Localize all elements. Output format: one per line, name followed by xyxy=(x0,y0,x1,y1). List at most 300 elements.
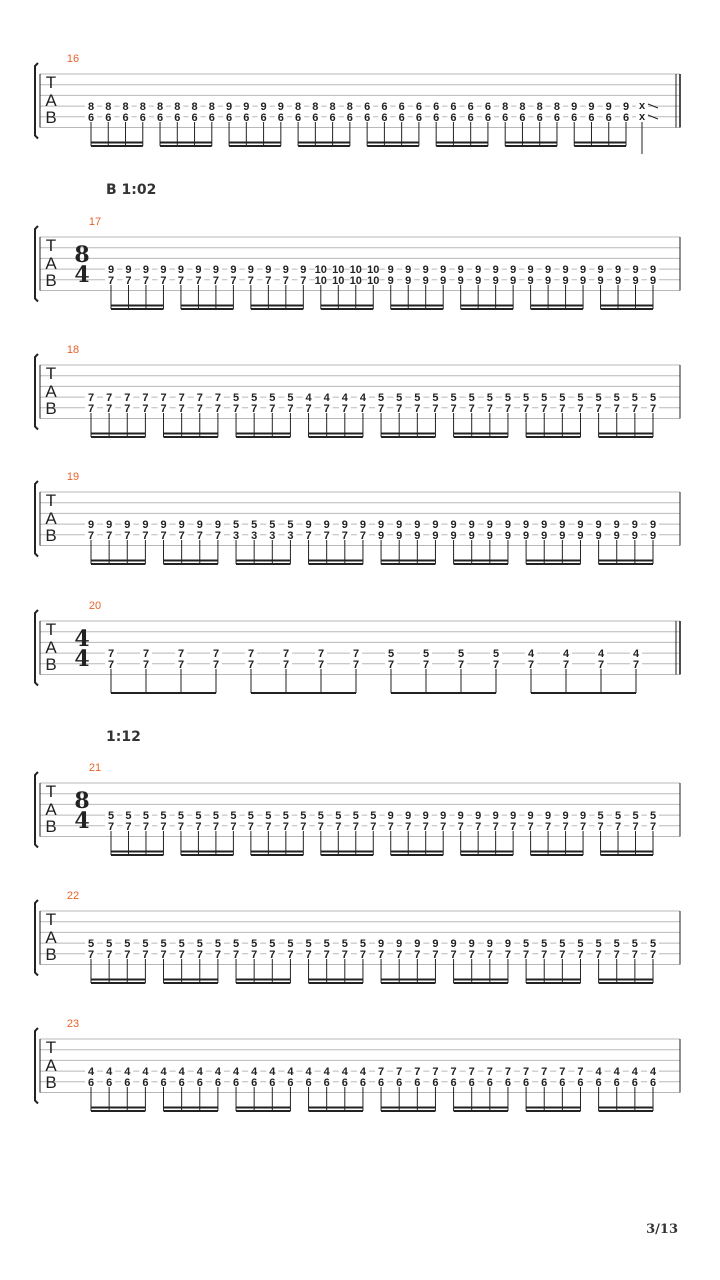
fret-number: 7 xyxy=(468,403,475,415)
fret-number: 5 xyxy=(323,938,330,950)
fret-number: 7 xyxy=(387,659,395,671)
system-bracket xyxy=(35,900,38,976)
fret-number: 9 xyxy=(580,264,587,276)
fret-number: 4 xyxy=(632,648,640,660)
fret-number: 5 xyxy=(317,810,324,822)
tab-clef-t: T xyxy=(45,491,57,510)
fret-number: 7 xyxy=(230,821,237,833)
fret-number: 7 xyxy=(177,648,185,660)
fret-number: 7 xyxy=(214,949,221,961)
page-number: 3/13 xyxy=(646,1222,678,1237)
fret-number: 8 xyxy=(122,101,129,113)
fret-number: 5 xyxy=(87,938,95,950)
fret-number: 5 xyxy=(232,392,240,404)
fret-number: 4 xyxy=(341,1066,348,1078)
fret-number: 6 xyxy=(208,112,215,124)
measure-number: 16 xyxy=(66,53,80,65)
fret-number: 6 xyxy=(329,112,336,124)
fret-number: 9 xyxy=(605,101,612,113)
fret-number: 7 xyxy=(632,659,640,671)
fret-number: 7 xyxy=(370,821,377,833)
tab-clef-t: T xyxy=(45,73,57,92)
fret-number: 3 xyxy=(287,530,294,542)
fret-number: 6 xyxy=(269,1077,276,1089)
fret-number: 7 xyxy=(352,821,359,833)
fret-number: 4 xyxy=(142,1066,149,1078)
fret-number: 4 xyxy=(251,1066,258,1078)
fret-number: 9 xyxy=(247,264,254,276)
fret-number: 7 xyxy=(341,949,348,961)
fret-number: 7 xyxy=(631,403,638,415)
fret-number: 6 xyxy=(378,1077,385,1089)
fret-number: 7 xyxy=(341,403,348,415)
fret-number: 7 xyxy=(87,530,95,542)
tab-clef-b: B xyxy=(45,655,57,674)
tab-clef-a: A xyxy=(45,638,57,657)
fret-number: 6 xyxy=(124,1077,131,1089)
fret-number: 9 xyxy=(457,810,464,822)
dead-note: x xyxy=(638,100,646,112)
fret-number: 4 xyxy=(305,392,312,404)
fret-number: 5 xyxy=(232,519,240,531)
fret-number: 7 xyxy=(405,821,412,833)
fret-number: 9 xyxy=(107,264,115,276)
fret-number: 9 xyxy=(125,264,132,276)
system-bracket xyxy=(35,1028,38,1104)
fret-number: 7 xyxy=(87,392,95,404)
fret-number: 5 xyxy=(613,392,620,404)
fret-number: 5 xyxy=(649,938,657,950)
fret-number: 7 xyxy=(196,403,203,415)
fret-number: 6 xyxy=(139,112,146,124)
fret-number: 7 xyxy=(545,821,552,833)
fret-number: 7 xyxy=(230,275,237,287)
fret-number: 6 xyxy=(553,112,561,124)
fret-number: 7 xyxy=(577,1066,584,1078)
fret-number: 7 xyxy=(504,403,512,415)
fret-number: 6 xyxy=(87,112,95,124)
fret-number: 7 xyxy=(142,648,150,660)
fret-number: 7 xyxy=(341,530,348,542)
fret-number: 9 xyxy=(432,938,439,950)
fret-number: 9 xyxy=(440,264,447,276)
fret-number: 9 xyxy=(106,519,113,531)
fret-number: 8 xyxy=(295,101,302,113)
tab-system-20 xyxy=(35,600,680,693)
fret-number: 7 xyxy=(492,821,499,833)
fret-number: 5 xyxy=(230,810,237,822)
fret-number: 5 xyxy=(559,392,566,404)
fret-number: 7 xyxy=(196,949,203,961)
fret-number: 9 xyxy=(545,810,552,822)
fret-number: 4 xyxy=(562,648,570,660)
fret-number: 7 xyxy=(269,403,276,415)
time-signature-top: 8 xyxy=(74,788,90,814)
fret-number: 7 xyxy=(323,530,330,542)
fret-number: 9 xyxy=(510,264,517,276)
fret-number: 7 xyxy=(106,403,113,415)
fret-number: 9 xyxy=(580,810,587,822)
tab-clef-a: A xyxy=(45,1056,57,1075)
fret-number: 9 xyxy=(527,275,534,287)
fret-number: 7 xyxy=(247,275,254,287)
fret-number: 9 xyxy=(422,275,429,287)
fret-number: 7 xyxy=(649,821,657,833)
fret-number: 9 xyxy=(614,264,622,276)
fret-number: 5 xyxy=(251,392,258,404)
fret-number: 9 xyxy=(87,519,95,531)
fret-number: 5 xyxy=(541,392,548,404)
fret-number: 5 xyxy=(613,938,620,950)
fret-number: 9 xyxy=(432,530,439,542)
fret-number: 7 xyxy=(414,1066,421,1078)
fret-number: 9 xyxy=(226,101,233,113)
fret-number: 5 xyxy=(370,810,377,822)
fret-number: 6 xyxy=(649,1077,657,1089)
fret-number: 7 xyxy=(125,275,132,287)
fret-number: 7 xyxy=(631,949,638,961)
fret-number: 6 xyxy=(312,112,319,124)
fret-number: 4 xyxy=(597,648,605,660)
fret-number: 9 xyxy=(341,519,348,531)
fret-number: 5 xyxy=(396,392,403,404)
fret-number: 5 xyxy=(378,392,385,404)
fret-number: 7 xyxy=(432,403,439,415)
fret-number: 9 xyxy=(486,938,493,950)
fret-number: 6 xyxy=(541,1077,548,1089)
fret-number: 6 xyxy=(415,101,422,113)
fret-number: 9 xyxy=(649,530,657,542)
fret-number: 10 xyxy=(367,264,380,276)
fret-number: 7 xyxy=(492,659,500,671)
tab-clef-t: T xyxy=(45,910,57,929)
fret-number: 6 xyxy=(631,1077,638,1089)
fret-number: 9 xyxy=(378,519,385,531)
fret-number: 10 xyxy=(349,264,362,276)
fret-number: 5 xyxy=(282,810,289,822)
fret-number: 7 xyxy=(160,949,167,961)
fret-number: 5 xyxy=(160,810,167,822)
fret-number: 9 xyxy=(265,264,272,276)
fret-number: 7 xyxy=(106,530,113,542)
fret-number: 9 xyxy=(545,275,552,287)
fret-number: 7 xyxy=(214,392,221,404)
tab-clef-t: T xyxy=(45,782,57,801)
fret-number: 9 xyxy=(468,519,475,531)
fret-number: 6 xyxy=(414,1077,421,1089)
fret-number: 7 xyxy=(142,659,150,671)
fret-number: 5 xyxy=(541,938,548,950)
fret-number: 7 xyxy=(142,403,149,415)
fret-number: 6 xyxy=(251,1077,258,1089)
fret-number: 7 xyxy=(287,403,294,415)
fret-number: 9 xyxy=(468,938,475,950)
fret-number: 7 xyxy=(317,821,324,833)
fret-number: 5 xyxy=(178,938,185,950)
fret-number: 6 xyxy=(398,112,405,124)
fret-number: 9 xyxy=(405,810,412,822)
fret-number: 5 xyxy=(269,938,276,950)
fret-number: 9 xyxy=(597,264,604,276)
fret-number: 9 xyxy=(562,264,569,276)
fret-number: 3 xyxy=(269,530,276,542)
fret-number: 5 xyxy=(631,938,638,950)
fret-number: 9 xyxy=(230,264,237,276)
system-bracket xyxy=(35,63,38,139)
fret-number: 6 xyxy=(504,1077,512,1089)
fret-number: 9 xyxy=(450,938,457,950)
fret-number: 4 xyxy=(160,1066,167,1078)
fret-number: 7 xyxy=(196,530,203,542)
fret-number: 6 xyxy=(156,112,164,124)
fret-number: 5 xyxy=(632,810,639,822)
fret-number: 9 xyxy=(492,264,499,276)
measure-number: 20 xyxy=(88,600,102,612)
fret-number: 8 xyxy=(502,101,509,113)
fret-number: 7 xyxy=(378,949,385,961)
fret-number: 9 xyxy=(387,810,394,822)
measure-number: 21 xyxy=(88,762,102,774)
system-bracket xyxy=(35,610,38,686)
fret-number: 6 xyxy=(433,112,440,124)
fret-number: 10 xyxy=(332,264,345,276)
fret-number: 6 xyxy=(396,1077,403,1089)
fret-number: 5 xyxy=(450,392,457,404)
fret-number: 5 xyxy=(142,810,150,822)
fret-number: 7 xyxy=(649,949,657,961)
fret-number: 6 xyxy=(467,101,474,113)
fret-number: 9 xyxy=(142,519,149,531)
fret-number: 7 xyxy=(414,403,421,415)
fret-number: 9 xyxy=(613,519,620,531)
fret-number: 4 xyxy=(359,1066,366,1078)
fret-number: 10 xyxy=(314,275,327,287)
fret-number: 7 xyxy=(486,403,493,415)
fret-number: 6 xyxy=(502,112,509,124)
tab-clef-a: A xyxy=(45,800,57,819)
fret-number: 9 xyxy=(510,275,517,287)
time-signature-bottom: 4 xyxy=(74,808,90,834)
fret-number: 4 xyxy=(178,1066,185,1078)
fret-number: 5 xyxy=(614,810,622,822)
fret-number: 7 xyxy=(87,403,95,415)
fret-number: 6 xyxy=(432,1077,439,1089)
fret-number: 5 xyxy=(300,810,307,822)
fret-number: 6 xyxy=(106,1077,113,1089)
fret-number: 9 xyxy=(432,519,439,531)
fret-number: 7 xyxy=(107,659,115,671)
tab-clef-a: A xyxy=(45,382,57,401)
fret-number: 9 xyxy=(588,101,595,113)
fret-number: 8 xyxy=(208,101,215,113)
fret-number: 9 xyxy=(649,275,657,287)
fret-number: 7 xyxy=(196,392,203,404)
fret-number: 7 xyxy=(317,648,325,660)
tab-system-16 xyxy=(35,53,680,154)
fret-number: 7 xyxy=(632,821,639,833)
tab-clef-t: T xyxy=(45,1038,57,1057)
fret-number: 9 xyxy=(595,530,602,542)
fret-number: 6 xyxy=(536,112,543,124)
fret-number: 6 xyxy=(341,1077,348,1089)
fret-number: 9 xyxy=(457,264,464,276)
fret-number: 7 xyxy=(265,275,272,287)
fret-number: 9 xyxy=(243,101,250,113)
fret-number: 7 xyxy=(195,821,202,833)
fret-number: 4 xyxy=(649,1066,657,1078)
fret-number: 7 xyxy=(177,275,184,287)
tab-system-21 xyxy=(35,762,680,855)
fret-number: 9 xyxy=(622,101,630,113)
fret-number: 6 xyxy=(287,1077,294,1089)
fret-number: 5 xyxy=(597,810,604,822)
tab-clef-b: B xyxy=(45,399,57,418)
fret-number: 9 xyxy=(559,519,566,531)
fret-number: 6 xyxy=(381,101,388,113)
fret-number: 7 xyxy=(178,530,185,542)
fret-number: 5 xyxy=(107,810,115,822)
fret-number: 7 xyxy=(457,821,464,833)
fret-number: 7 xyxy=(178,403,185,415)
fret-number: 7 xyxy=(282,821,289,833)
fret-number: 9 xyxy=(160,519,167,531)
fret-number: 7 xyxy=(580,821,587,833)
fret-number: 9 xyxy=(475,275,482,287)
fret-number: 7 xyxy=(142,530,149,542)
fret-number: 6 xyxy=(346,112,353,124)
fret-number: 9 xyxy=(545,264,552,276)
tab-clef-a: A xyxy=(45,91,57,110)
fret-number: 4 xyxy=(287,1066,294,1078)
fret-number: 6 xyxy=(484,112,491,124)
fret-number: 9 xyxy=(492,275,499,287)
fret-number: 9 xyxy=(632,275,639,287)
fret-number: 6 xyxy=(295,112,302,124)
fret-number: 7 xyxy=(468,1066,475,1078)
tab-clef-b: B xyxy=(45,817,57,836)
fret-number: 6 xyxy=(415,112,422,124)
measure-number: 23 xyxy=(66,1018,80,1030)
fret-number: 6 xyxy=(450,112,457,124)
fret-number: 7 xyxy=(305,530,312,542)
fret-number: 5 xyxy=(432,392,439,404)
fret-number: 7 xyxy=(305,403,312,415)
fret-number: 7 xyxy=(106,949,113,961)
fret-number: 5 xyxy=(595,938,602,950)
fret-number: 6 xyxy=(191,112,198,124)
fret-number: 7 xyxy=(432,949,439,961)
fret-number: 7 xyxy=(160,392,167,404)
fret-number: 8 xyxy=(312,101,319,113)
fret-number: 7 xyxy=(527,659,535,671)
fret-number: 10 xyxy=(332,275,345,287)
fret-number: 7 xyxy=(178,949,185,961)
fret-number: 9 xyxy=(396,938,403,950)
fret-number: 4 xyxy=(341,392,348,404)
fret-number: 7 xyxy=(613,403,620,415)
fret-number: 7 xyxy=(486,949,493,961)
fret-number: 7 xyxy=(305,949,312,961)
fret-number: 5 xyxy=(649,810,657,822)
fret-number: 7 xyxy=(359,949,366,961)
fret-number: 7 xyxy=(124,530,131,542)
fret-number: 7 xyxy=(214,403,221,415)
fret-number: 6 xyxy=(364,112,371,124)
fret-number: 9 xyxy=(527,810,534,822)
fret-number: 9 xyxy=(196,519,203,531)
fret-number: 7 xyxy=(475,821,482,833)
fret-number: 7 xyxy=(396,949,403,961)
fret-number: 4 xyxy=(323,1066,330,1078)
tab-system-22 xyxy=(35,890,680,983)
fret-number: 9 xyxy=(440,275,447,287)
fret-number: 7 xyxy=(450,1066,457,1078)
fret-number: 7 xyxy=(378,403,385,415)
fret-number: 5 xyxy=(559,938,566,950)
tab-clef-t: T xyxy=(45,620,57,639)
fret-number: 7 xyxy=(504,1066,512,1078)
fret-number: 7 xyxy=(359,530,366,542)
fret-number: 9 xyxy=(414,519,421,531)
fret-number: 6 xyxy=(571,112,578,124)
fret-number: 9 xyxy=(614,275,622,287)
fret-number: 7 xyxy=(504,949,512,961)
tab-clef-a: A xyxy=(45,509,57,528)
fret-number: 7 xyxy=(352,659,360,671)
time-signature-top: 8 xyxy=(74,242,90,268)
fret-number: 10 xyxy=(314,264,327,276)
fret-number: 6 xyxy=(450,101,457,113)
fret-number: 9 xyxy=(649,264,657,276)
fret-number: 7 xyxy=(468,949,475,961)
fret-number: 4 xyxy=(196,1066,203,1078)
fret-number: 5 xyxy=(196,938,203,950)
fret-number: 9 xyxy=(450,530,457,542)
fret-number: 7 xyxy=(440,821,447,833)
fret-number: 9 xyxy=(523,530,530,542)
fret-number: 5 xyxy=(457,648,465,660)
fret-number: 7 xyxy=(212,821,219,833)
fret-number: 6 xyxy=(364,101,371,113)
fret-number: 7 xyxy=(142,392,149,404)
fret-number: 5 xyxy=(352,810,359,822)
fret-number: 4 xyxy=(87,1066,95,1078)
fret-number: 9 xyxy=(486,519,493,531)
fret-number: 5 xyxy=(577,392,584,404)
fret-number: 9 xyxy=(142,264,150,276)
fret-number: 9 xyxy=(527,264,534,276)
fret-number: 7 xyxy=(124,949,131,961)
fret-number: 9 xyxy=(178,519,185,531)
fret-number: 9 xyxy=(577,519,584,531)
fret-number: 5 xyxy=(251,519,258,531)
fret-number: 9 xyxy=(214,519,221,531)
fret-number: 9 xyxy=(562,275,569,287)
measure-number: 18 xyxy=(66,344,80,356)
fret-number: 7 xyxy=(422,659,430,671)
fret-number: 7 xyxy=(559,403,566,415)
fret-number: 7 xyxy=(541,949,548,961)
fret-number: 9 xyxy=(571,101,578,113)
fret-number: 9 xyxy=(124,519,131,531)
fret-number: 7 xyxy=(562,659,570,671)
fret-number: 8 xyxy=(536,101,543,113)
fret-number: 9 xyxy=(378,938,385,950)
fret-number: 5 xyxy=(269,392,276,404)
fret-number: 4 xyxy=(232,1066,240,1078)
fret-number: 6 xyxy=(105,112,112,124)
fret-number: 7 xyxy=(212,648,220,660)
